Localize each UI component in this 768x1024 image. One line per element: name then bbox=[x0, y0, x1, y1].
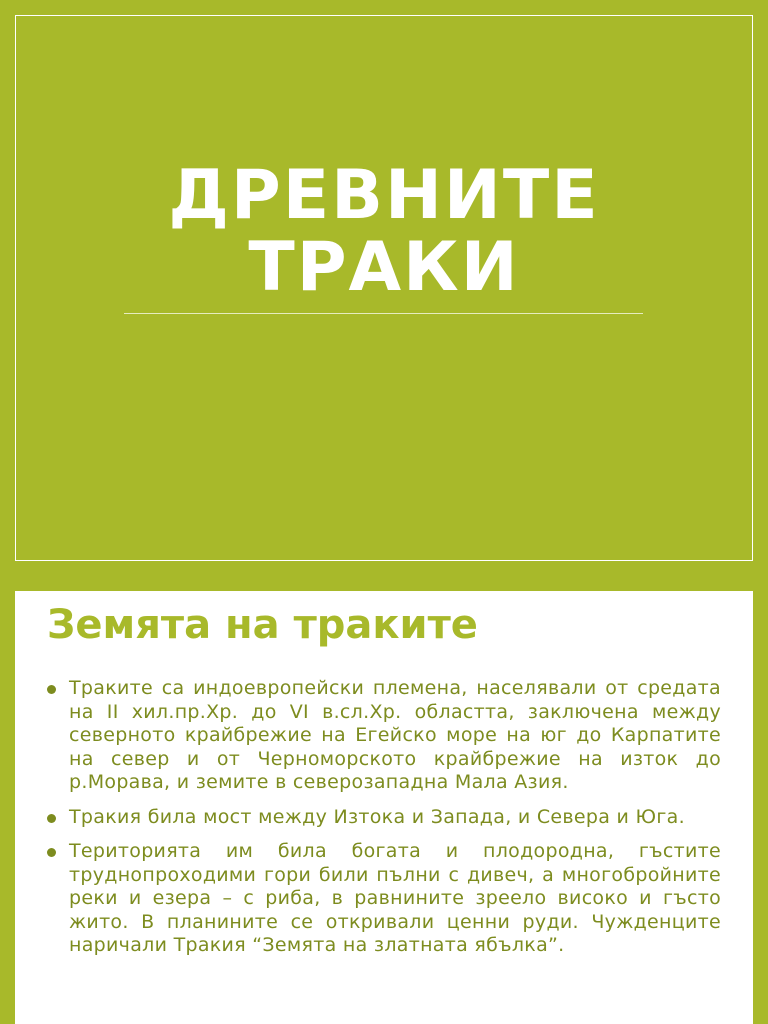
bullet-dot-icon bbox=[47, 848, 56, 857]
list-item bbox=[47, 806, 721, 830]
slide-title bbox=[0, 156, 768, 307]
list-item bbox=[47, 677, 721, 795]
slide-title-line-2: ТРАКИ bbox=[248, 228, 520, 307]
bullet-text: Траките са индоевропейски племена, населявали от средата на II хил.пр.Хр. до VI в.сл.Хр. областта, заключена между северното крайбрежие на Егейско море на юг до Карпатите на север и от Черноморското крайбрежие на изток до р.Морава, и земите в северозападна Мала Азия. bbox=[69, 677, 721, 793]
bullet-text: Тракия била мост между Изтока и Запада, и Севера и Юга. bbox=[69, 805, 685, 828]
bullet-list bbox=[47, 677, 721, 969]
content-slide bbox=[15, 591, 753, 1024]
bullet-dot-icon bbox=[47, 685, 56, 694]
content-heading: Земята на траките bbox=[47, 602, 478, 648]
title-divider bbox=[124, 313, 643, 314]
bullet-text: Територията им била богата и плодородна, гъстите труднопроходими гори били пълни с дивеч, а многобройните реки и езера – с риба, в равнините зреело високо и гъсто жито. В планините се откривали ценни руди. Чужденците наричали Тракия “Земята на златната ябълка”. bbox=[69, 840, 721, 956]
slide-title-line-1: ДРЕВНИТЕ bbox=[168, 156, 600, 235]
bullet-dot-icon bbox=[47, 814, 56, 823]
list-item bbox=[47, 840, 721, 958]
